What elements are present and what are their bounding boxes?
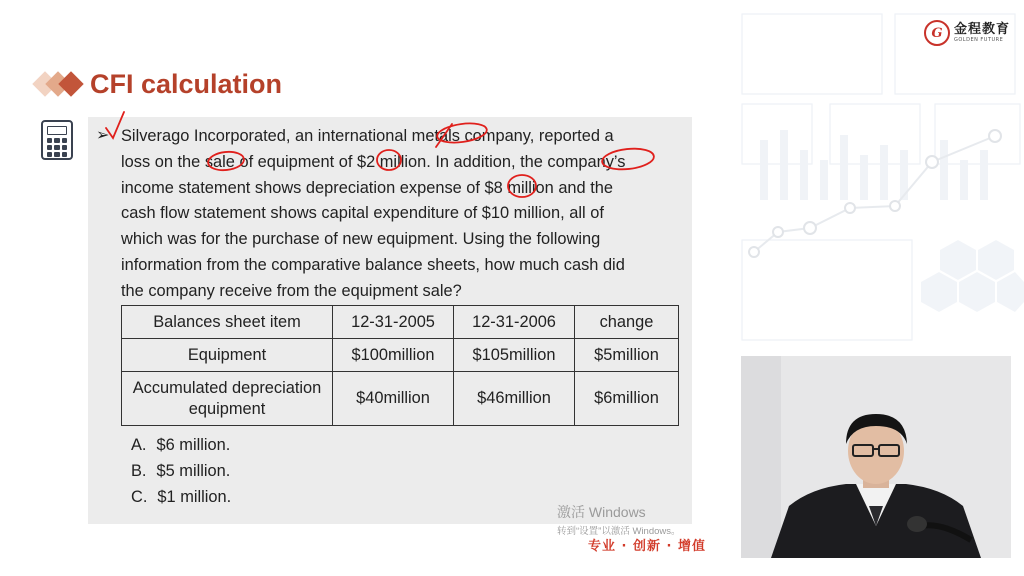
- option-text: $5 million.: [156, 462, 231, 480]
- question-line: income statement shows depreciation expense of $8 million and the: [121, 178, 614, 197]
- table-row: [122, 339, 679, 372]
- table-cell: Accumulated depreciation equipment: [122, 372, 333, 426]
- question-line: information from the comparative balance sheets, how much cash did: [121, 255, 625, 274]
- company-logo: [924, 18, 1019, 48]
- answer-option: [131, 458, 231, 484]
- table-cell: Equipment: [122, 339, 333, 372]
- presenter-video: [741, 356, 1011, 558]
- table-cell: $40million: [333, 372, 454, 426]
- table-cell: $105million: [454, 339, 575, 372]
- option-letter: C.: [131, 488, 148, 506]
- watermark-line: 激活 Windows: [557, 504, 646, 520]
- question-line: cash flow statement shows capital expenditure of $10 million, all of: [121, 204, 604, 223]
- watermark-line: 转到“设置”以激活 Windows。: [557, 526, 681, 537]
- table-cell: $46million: [454, 372, 575, 426]
- table-row: [122, 372, 679, 426]
- background-infographic: [740, 0, 1024, 360]
- presenter-silhouette: [741, 356, 1011, 558]
- balance-sheet-table: [121, 305, 679, 426]
- table-cell: $100million: [333, 339, 454, 372]
- question-line: the company receive from the equipment sale?: [121, 281, 462, 300]
- logo-name-en: GOLDEN FUTURE: [954, 37, 1004, 43]
- table-cell: $5million: [575, 339, 679, 372]
- answer-option: [131, 432, 231, 458]
- windows-activation-watermark: [557, 502, 681, 537]
- table-header-cell: 12-31-2006: [454, 306, 575, 339]
- question-line: loss on the sale of equipment of $2 million. In addition, the company’s: [121, 152, 626, 171]
- slide-title: CFI calculation: [90, 68, 283, 99]
- arrow-bullet-icon: ➢: [96, 125, 110, 144]
- question-line: which was for the purchase of new equipment. Using the following: [121, 230, 601, 249]
- option-letter: B.: [131, 462, 147, 480]
- question-line: Silverago Incorporated, an international metals company, reported a: [121, 127, 614, 145]
- slide-header: [32, 66, 282, 102]
- option-letter: A.: [131, 436, 147, 454]
- table-header-cell: change: [575, 306, 679, 339]
- question-text: [121, 124, 681, 305]
- logo-name-cn: 金程教育: [954, 22, 1011, 37]
- option-text: $6 million.: [156, 436, 231, 454]
- answer-option: [131, 484, 231, 510]
- diamond-decoration-icon: [32, 66, 90, 102]
- table-header-row: [122, 306, 679, 339]
- answer-options: [131, 432, 231, 510]
- option-text: $1 million.: [157, 488, 232, 506]
- calculator-icon: [41, 120, 73, 160]
- logo-mark-icon: G: [924, 20, 950, 46]
- slogan: 专业 · 创新 · 增值: [588, 539, 706, 554]
- table-cell: $6million: [575, 372, 679, 426]
- table-header-cell: Balances sheet item: [122, 306, 333, 339]
- table-header-cell: 12-31-2005: [333, 306, 454, 339]
